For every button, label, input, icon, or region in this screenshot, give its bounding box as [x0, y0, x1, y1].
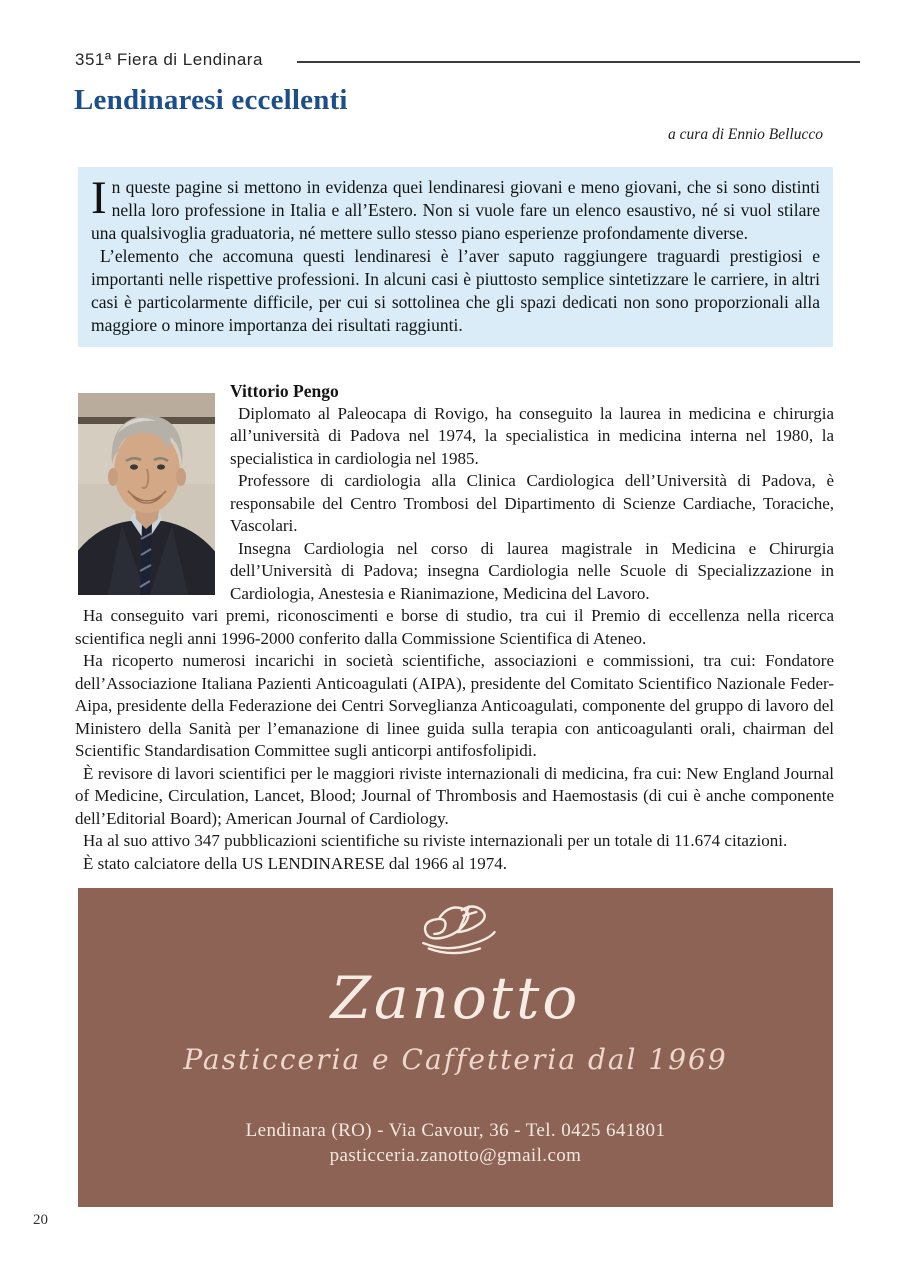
header-rule [297, 61, 860, 63]
page-title: Lendinaresi eccellenti [74, 84, 348, 116]
profile-name: Vittorio Pengo [230, 381, 339, 401]
section-kicker: 351ª Fiera di Lendinara [75, 50, 263, 69]
profile-paragraph: È revisore di lavori scientifici per le maggiori riviste internazionali di medicina, fra cui: New England Journal of Medicine, Circulation, Lancet, Blood; Journal of Thrombosis and Haemostasis (di cui è anche componente dell’Editorial Board); American Journal of Cardiology. [75, 763, 834, 828]
intro-paragraph-1-text: n queste pagine si mettono in evidenza quei lendinaresi giovani e meno giovani, che si sono distinti nella loro professione in Italia e all’Estero. Non si vuole fare un elenco esaustivo, né si vuol stilare una qualsivoglia graduatoria, né mettere sullo stesso piano esperienze profondamente diverse. [91, 177, 820, 243]
intro-box [78, 167, 833, 347]
profile-paragraph: Professore di cardiologia alla Clinica Cardiologica dell’Università di Padova, è responsabile del Centro Trombosi del Dipartimento di Scienze Cardiache, Toraciche, Vascolari. [230, 471, 834, 535]
profile-section [75, 380, 834, 875]
ad-tagline: Pasticceria e Caffetteria dal 1969 [183, 1043, 728, 1076]
intro-paragraph-2: L’elemento che accomuna questi lendinaresi è l’aver saputo raggiungere traguardi prestigiosi e importanti nelle rispettive professioni. In alcuni casi è piuttosto semplice sintetizzare le carriere, in altri casi è particolarmente difficile, per cui si sottolinea che gli spazi dedicati non sono proporzionali alla maggiore o minore importanza dei risultati raggiunti. [91, 246, 820, 335]
profile-paragraph: Diplomato al Paleocapa di Rovigo, ha conseguito la laurea in medicina e chirurgia all’università di Padova nel 1974, la specialistica in medicina interna nel 1980, la specialistica in cardiologia nel 1985. [230, 403, 834, 468]
ad-address-line: Lendinara (RO) - Via Cavour, 36 - Tel. 0425 641801 [245, 1120, 666, 1141]
ad-brand-name: Zanotto [330, 964, 581, 1032]
profile-paragraph: È stato calciatore della US LENDINARESE dal 1966 al 1974. [83, 853, 507, 873]
byline: a cura di Ennio Bellucco [668, 126, 823, 143]
ad-email: pasticceria.zanotto@gmail.com [329, 1145, 582, 1166]
portrait-photo [78, 393, 215, 595]
profile-paragraph: Ha ricoperto numerosi incarichi in società scientifiche, associazioni e commissioni, tra cui: Fondatore dell’Associazione Italiana Pazienti Anticoagulati (AIPA), presidente del Comitato Scientifico Nazionale Feder-Aipa, presidente della Federazione dei Centri Sorveglianza Anticoagulati, componente del gruppo di lavoro del Ministero della Sanità per l’emanazione di linee guida sulla terapia con anticoagulanti orali, chairman del Scientific Standardisation Committee sugli anticorpi antifosfolipidi. [75, 651, 834, 760]
profile-paragraph: Insegna Cardiologia nel corso di laurea magistrale in Medicina e Chirurgia dell’Università di Padova; insegna Cardiologia nelle Scuole di Specializzazione in Cardiologia, Anestesia e Rianimazione, Medicina del Lavoro. [230, 538, 834, 603]
intro-paragraph-1 [91, 172, 820, 245]
profile-paragraph: Ha conseguito vari premi, riconoscimenti e borse di studio, tra cui il Premio di eccellenza nella ricerca scientifica negli anni 1996-2000 conferito dalla Commissione Scientifica di Ateneo. [75, 606, 834, 648]
zanotto-monogram-icon [405, 901, 506, 965]
advertisement-zanotto [78, 888, 833, 1207]
page-number: 20 [33, 1212, 48, 1228]
drop-cap: I [91, 172, 107, 224]
profile-paragraph: Ha al suo attivo 347 pubblicazioni scientifiche su riviste internazionali per un totale di 11.674 citazioni. [83, 831, 788, 850]
